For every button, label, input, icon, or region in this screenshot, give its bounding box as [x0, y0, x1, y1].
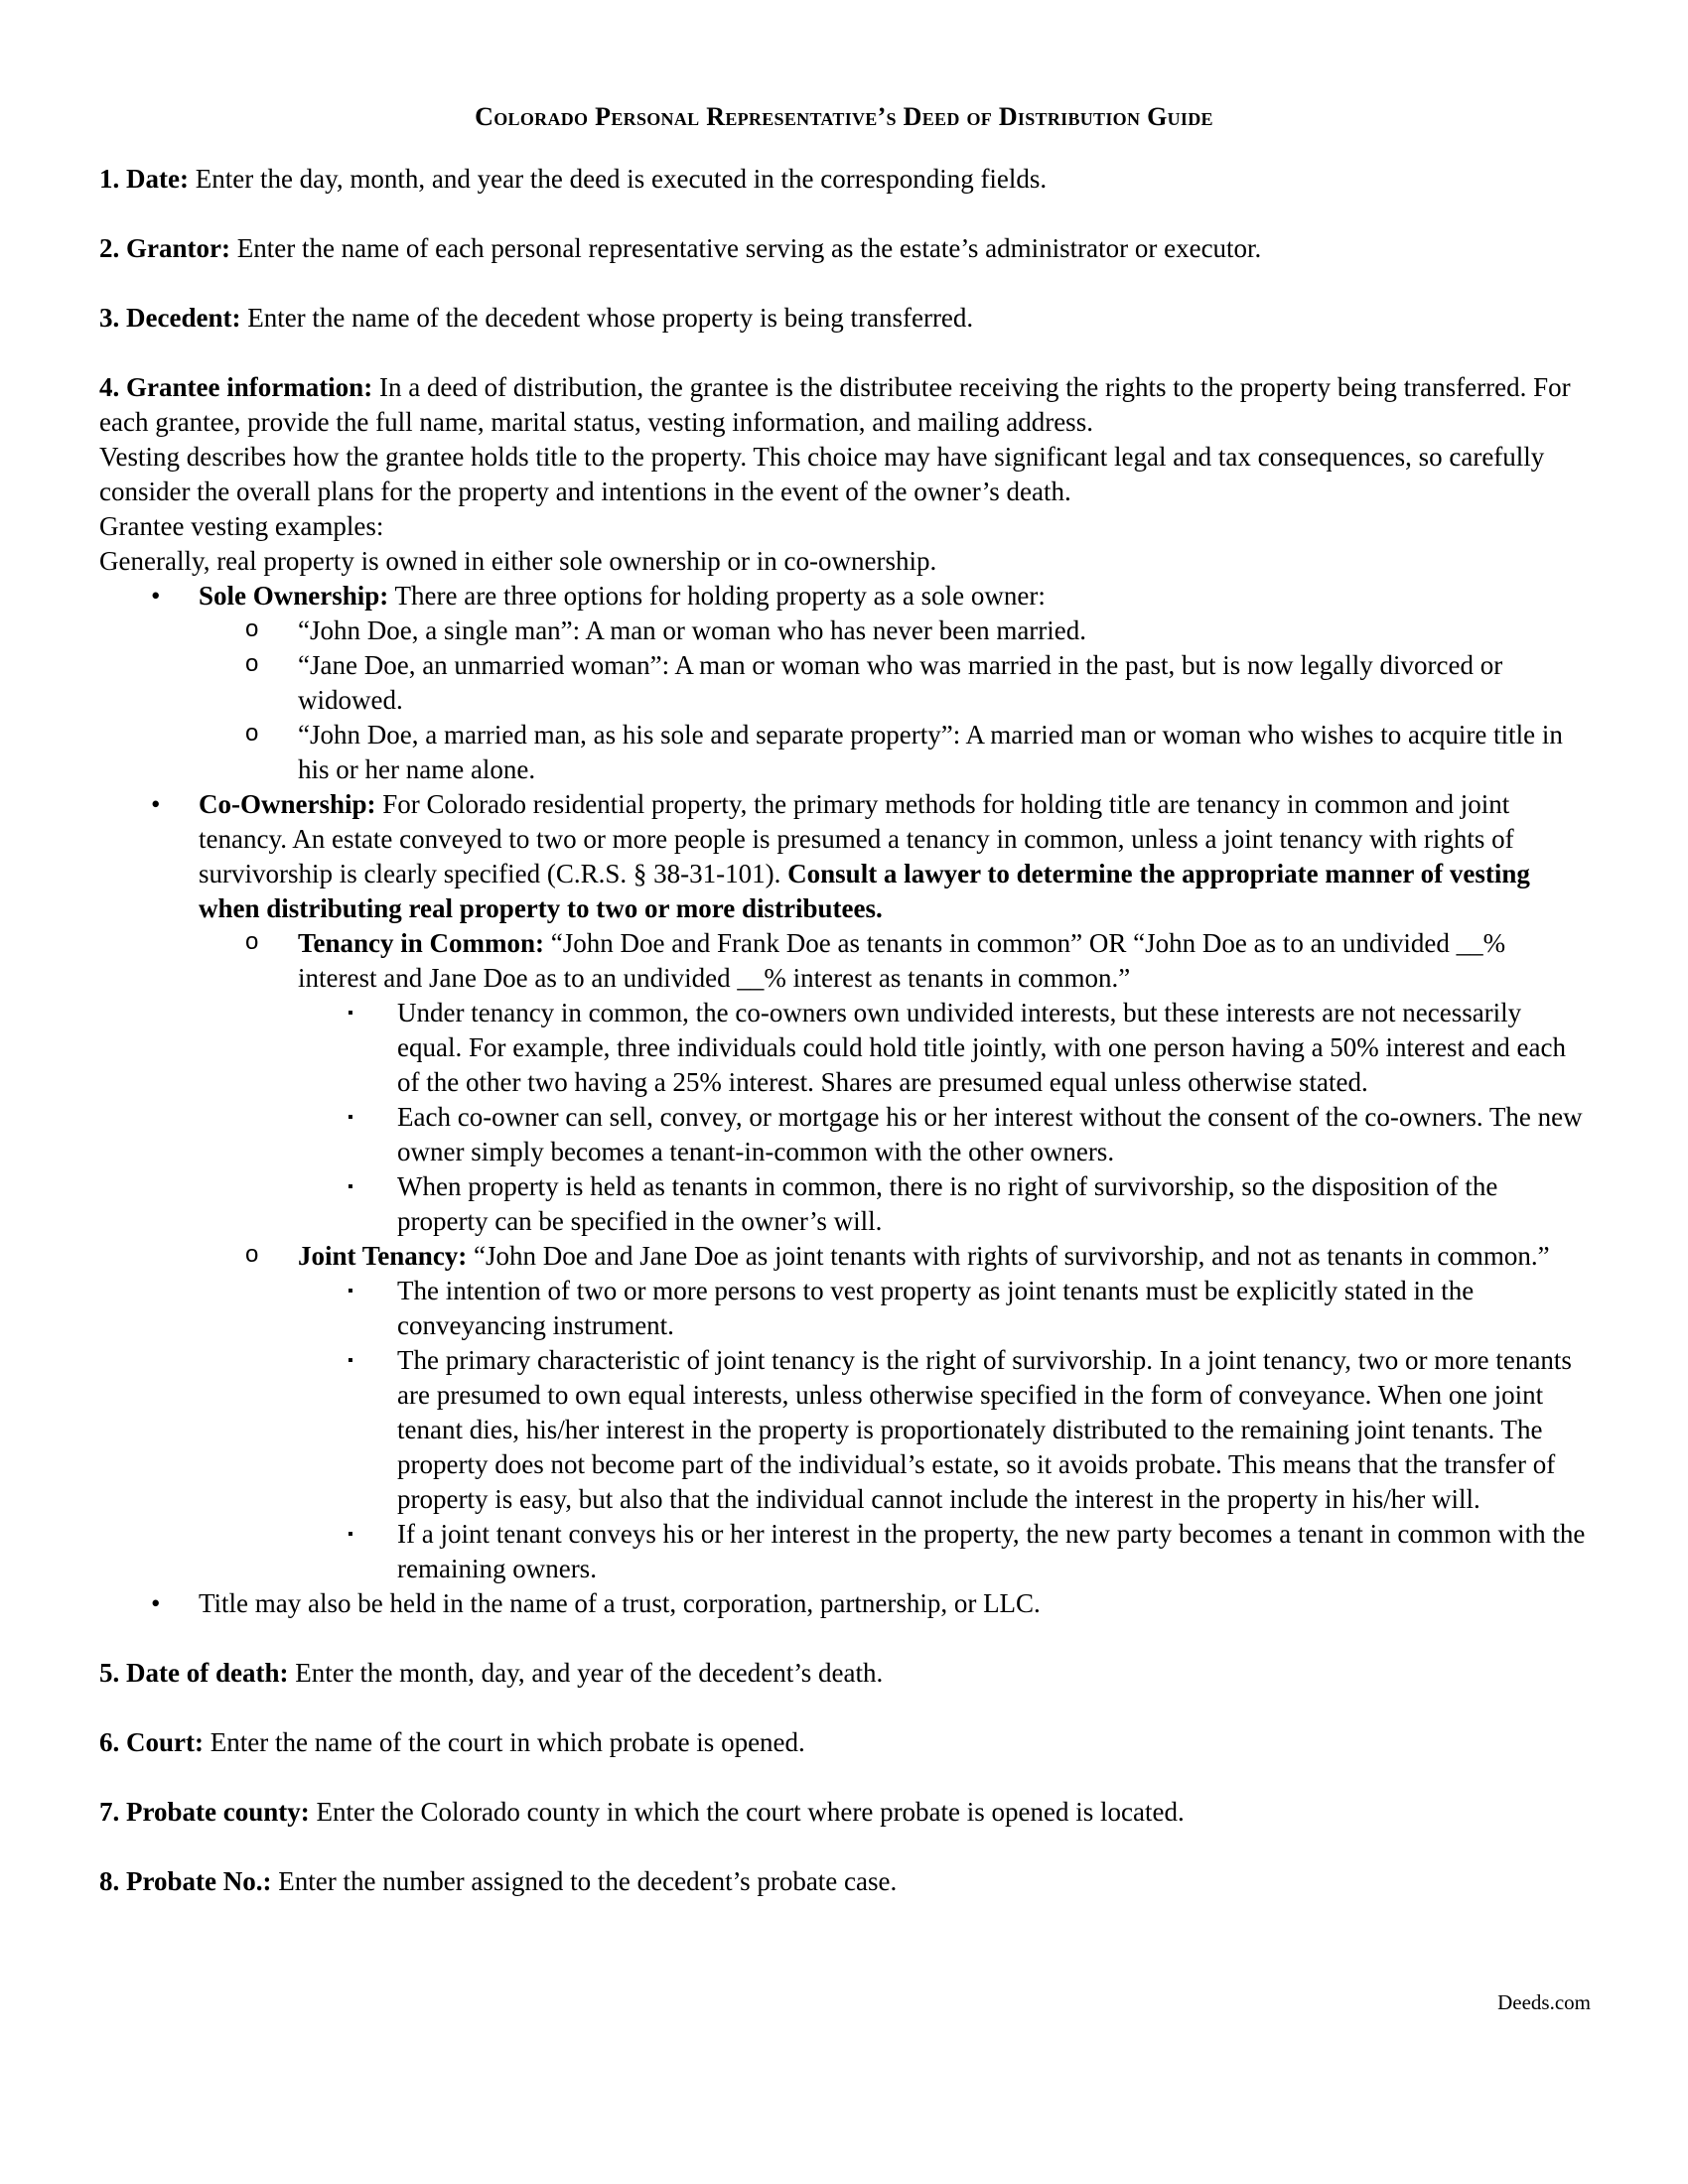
section-grantee	[99, 370, 1589, 440]
section-probate-county	[99, 1795, 1589, 1830]
list-item-jt-point	[99, 1517, 1589, 1586]
list-item-joint-tenancy	[99, 1239, 1589, 1274]
circle-marker: o	[245, 1241, 259, 1268]
sole-option-text: “John Doe, a single man”: A man or woman who has never been married.	[298, 615, 1087, 645]
section-decedent-text: Enter the name of the decedent whose property is being transferred.	[240, 303, 974, 333]
sole-ownership-label: Sole Ownership:	[199, 581, 389, 611]
vesting-description: Vesting describes how the grantee holds title to the property. This choice may have significant legal and tax consequences, so carefully consider the overall plans for the property and intentions in the event of the owner’s death.	[99, 442, 1545, 506]
tic-point-text: Each co-owner can sell, convey, or mortgage his or her interest without the consent of the co-owners. The new owner simply becomes a tenant-in-common with the other owners.	[397, 1102, 1583, 1166]
list-item-other-entities	[99, 1586, 1589, 1621]
bullet-marker: •	[151, 581, 161, 611]
bullet-marker: •	[151, 789, 161, 819]
section-grantor-text: Enter the name of each personal representative serving as the estate’s administrator or executor.	[229, 233, 1262, 263]
tic-point-text: Under tenancy in common, the co-owners own undivided interests, but these interests are not necessarily equal. For example, three individuals could hold title jointly, with one person having a 50% interest and each of the other two having a 25% interest. Shares are presumed equal unless otherwise stated.	[397, 998, 1566, 1097]
tenancy-in-common-text: “John Doe and Frank Doe as tenants in common” OR “John Doe as to an undivided __% interest and Jane Doe as to an undivided __% interest as tenants in common.”	[298, 928, 1506, 993]
square-marker: ▪	[348, 1352, 353, 1369]
list-item-sole-option	[99, 718, 1589, 787]
square-marker: ▪	[348, 1283, 353, 1299]
tenancy-in-common-label: Tenancy in Common:	[298, 928, 545, 958]
list-item-co-ownership	[99, 787, 1589, 926]
section-decedent-label: 3. Decedent:	[99, 303, 241, 333]
circle-marker: o	[245, 928, 259, 955]
list-item-jt-point	[99, 1274, 1589, 1343]
list-item-tic-point	[99, 1169, 1589, 1239]
section-probate-number	[99, 1864, 1589, 1899]
circle-marker: o	[245, 720, 259, 747]
list-item-jt-point	[99, 1343, 1589, 1517]
document-title: Colorado Personal Representative’s Deed of Distribution Guide	[475, 102, 1213, 131]
circle-marker: o	[245, 615, 259, 642]
section-grantee-label: 4. Grantee information:	[99, 372, 373, 402]
sole-option-text: “John Doe, a married man, as his sole and separate property”: A married man or woman who wishes to acquire title in his or her name alone.	[298, 720, 1563, 784]
section-grantee-text: In a deed of distribution, the grantee is the distributee receiving the rights to the property being transferred. For each grantee, provide the full name, marital status, vesting information, and mailing address.	[99, 372, 1571, 437]
square-marker: ▪	[348, 1005, 353, 1022]
tic-point-text: When property is held as tenants in common, there is no right of survivorship, so the disposition of the property can be specified in the owner’s will.	[397, 1171, 1498, 1236]
section-date	[99, 162, 1589, 197]
jt-point-text: The intention of two or more persons to vest property as joint tenants must be explicitly stated in the conveyancing instrument.	[397, 1276, 1475, 1340]
sole-option-text: “Jane Doe, an unmarried woman”: A man or woman who was married in the past, but is now legally divorced or widowed.	[298, 650, 1503, 715]
section-date-of-death-text: Enter the month, day, and year of the decedent’s death.	[288, 1658, 884, 1688]
section-date-text: Enter the day, month, and year the deed is executed in the corresponding fields.	[188, 164, 1048, 194]
section-probate-county-label: 7. Probate county:	[99, 1797, 310, 1827]
square-marker: ▪	[348, 1526, 353, 1543]
vesting-examples-heading: Grantee vesting examples:	[99, 511, 384, 541]
joint-tenancy-label: Joint Tenancy:	[298, 1241, 468, 1271]
joint-tenancy-text: “John Doe and Jane Doe as joint tenants with rights of survivorship, and not as tenants in common.”	[467, 1241, 1550, 1271]
other-entities-text: Title may also be held in the name of a trust, corporation, partnership, or LLC.	[199, 1588, 1041, 1618]
section-grantor-label: 2. Grantor:	[99, 233, 230, 263]
section-probate-number-label: 8. Probate No.:	[99, 1866, 272, 1896]
section-court	[99, 1725, 1589, 1760]
sole-ownership-text: There are three options for holding property as a sole owner:	[388, 581, 1046, 611]
section-grantor	[99, 231, 1589, 266]
list-item-tenancy-in-common	[99, 926, 1589, 996]
document-page	[99, 99, 1589, 1934]
section-decedent	[99, 301, 1589, 336]
square-marker: ▪	[348, 1178, 353, 1195]
section-court-text: Enter the name of the court in which probate is opened.	[203, 1727, 805, 1757]
list-item-tic-point	[99, 1100, 1589, 1169]
list-item-sole-option	[99, 648, 1589, 718]
list-item-tic-point	[99, 996, 1589, 1100]
section-court-label: 6. Court:	[99, 1727, 204, 1757]
jt-point-text: If a joint tenant conveys his or her interest in the property, the new party becomes a tenant in common with the remaining owners.	[397, 1519, 1586, 1583]
circle-marker: o	[245, 650, 259, 677]
co-ownership-text: For Colorado residential property, the primary methods for holding title are tenancy in common and joint tenancy. An estate conveyed to two or more people is presumed a tenancy in common, unless a joint tenancy with rights of survivorship is clearly specified (C.R.S. § 38-31-101).	[199, 789, 1514, 888]
bullet-marker: •	[151, 1588, 161, 1618]
co-ownership-label: Co-Ownership:	[199, 789, 376, 819]
square-marker: ▪	[348, 1109, 353, 1126]
list-item-sole-ownership	[99, 579, 1589, 614]
section-date-of-death	[99, 1656, 1589, 1691]
section-probate-number-text: Enter the number assigned to the decedent’s probate case.	[271, 1866, 898, 1896]
ownership-general-text: Generally, real property is owned in either sole ownership or in co-ownership.	[99, 546, 937, 576]
section-date-label: 1. Date:	[99, 164, 189, 194]
footer-brand: Deeds.com	[1497, 1990, 1591, 2014]
section-probate-county-text: Enter the Colorado county in which the court where probate is opened is located.	[309, 1797, 1185, 1827]
co-ownership-warning: Consult a lawyer to determine the appropriate manner of vesting when distributing real property to two or more distributees.	[199, 859, 1530, 923]
section-date-of-death-label: 5. Date of death:	[99, 1658, 289, 1688]
jt-point-text: The primary characteristic of joint tenancy is the right of survivorship. In a joint tenancy, two or more tenants are presumed to own equal interests, unless otherwise specified in the form of conveyance. When one joint tenant dies, his/her interest in the property is proportionately distributed to the remaining joint tenants. The property does not become part of the individual’s estate, so it avoids probate. This means that the transfer of property is easy, but also that the individual cannot include the interest in the property in his/her will.	[397, 1345, 1572, 1514]
list-item-sole-option	[99, 614, 1589, 648]
